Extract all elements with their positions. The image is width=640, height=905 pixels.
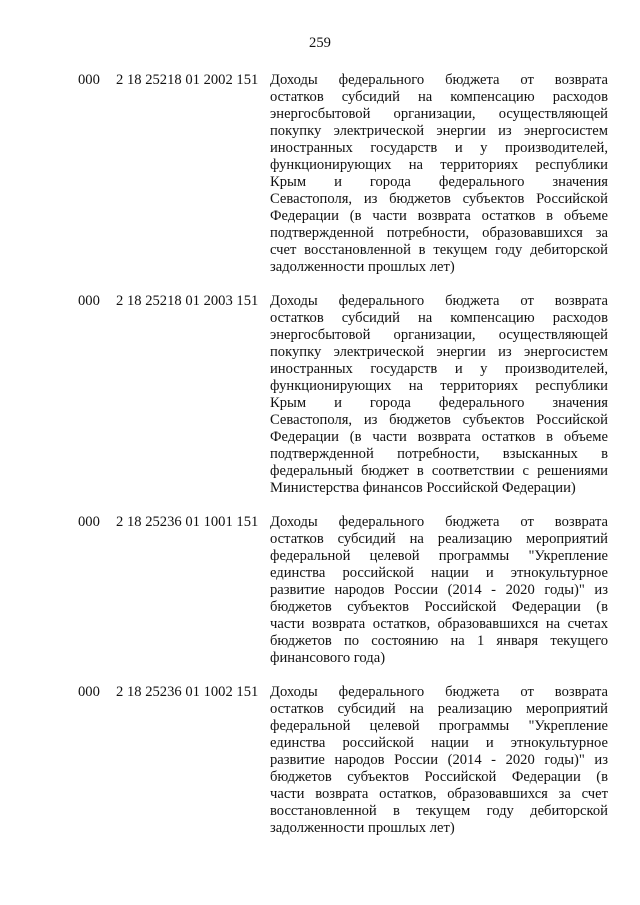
administrator-code: 000 [78,514,100,530]
income-description [270,684,608,837]
description-line: Крым и города федерального значения [270,174,608,190]
description-line: Севастополя, из бюджетов субъектов Российской [270,191,608,207]
description-line: энергосбытовой организации, осуществляющей [270,327,608,343]
classification-entry [0,684,640,837]
description-line: покупку электрической энергии из энергосистем [270,123,608,139]
income-description [270,72,608,276]
description-line: финансового года) [270,650,386,666]
description-line: восстановленной в текущем году дебиторской [270,803,608,819]
income-classification-code: 2 18 25218 01 2002 151 [116,72,259,88]
description-line: Севастополя, из бюджетов субъектов Российской [270,412,608,428]
description-line: счет восстановленной в текущем году дебиторской [270,242,608,258]
description-line: Доходы федерального бюджета от возврата [270,514,608,530]
administrator-code: 000 [78,72,100,88]
income-description [270,514,608,667]
page-number: 259 [309,35,331,51]
description-line: иностранных государств и у производителей, [270,361,608,377]
description-line: Крым и города федерального значения [270,395,608,411]
classification-entry [0,72,640,276]
description-line: остатков субсидий на реализацию мероприятий [270,701,608,717]
description-line: остатков субсидий на реализацию мероприятий [270,531,608,547]
description-line: бюджетов субъектов Российской Федерации (в [270,599,608,615]
description-line: развитие народов России (2014 - 2020 годы)" из [270,582,608,598]
description-line: федеральный бюджет в соответствии с решениями [270,463,608,479]
description-line: Доходы федерального бюджета от возврата [270,72,608,88]
description-line: подтвержденной потребности, образовавшихся за [270,225,608,241]
income-description [270,293,608,497]
description-line: Министерства финансов Российской Федерации) [270,480,576,496]
description-line: части возврата остатков, образовавшихся на счетах [270,616,608,632]
description-line: Доходы федерального бюджета от возврата [270,684,608,700]
income-classification-code: 2 18 25218 01 2003 151 [116,293,259,309]
description-line: покупку электрической энергии из энергосистем [270,344,608,360]
description-line: бюджетов по состоянию на 1 января текущего [270,633,608,649]
description-line: функционирующих на территориях республики [270,378,608,394]
description-line: единства российской нации и этнокультурное [270,735,608,751]
description-line: задолженности прошлых лет) [270,820,455,836]
description-line: остатков субсидий на компенсацию расходов [270,89,608,105]
description-line: Федерации (в части возврата остатков в объеме [270,429,608,445]
administrator-code: 000 [78,293,100,309]
description-line: подтвержденной потребности, взысканных в [270,446,608,462]
description-line: федеральной целевой программы "Укрепление [270,718,608,734]
description-line: иностранных государств и у производителей, [270,140,608,156]
classification-entry [0,514,640,667]
description-line: части возврата остатков, образовавшихся за счет [270,786,608,802]
administrator-code: 000 [78,684,100,700]
description-line: остатков субсидий на компенсацию расходов [270,310,608,326]
classification-entry [0,293,640,497]
income-classification-code: 2 18 25236 01 1001 151 [116,514,259,530]
description-line: развитие народов России (2014 - 2020 годы)" из [270,752,608,768]
description-line: федеральной целевой программы "Укрепление [270,548,608,564]
description-line: бюджетов субъектов Российской Федерации (в [270,769,608,785]
description-line: Доходы федерального бюджета от возврата [270,293,608,309]
description-line: функционирующих на территориях республики [270,157,608,173]
description-line: задолженности прошлых лет) [270,259,455,275]
income-classification-code: 2 18 25236 01 1002 151 [116,684,259,700]
description-line: энергосбытовой организации, осуществляющей [270,106,608,122]
description-line: Федерации (в части возврата остатков в объеме [270,208,608,224]
description-line: единства российской нации и этнокультурное [270,565,608,581]
